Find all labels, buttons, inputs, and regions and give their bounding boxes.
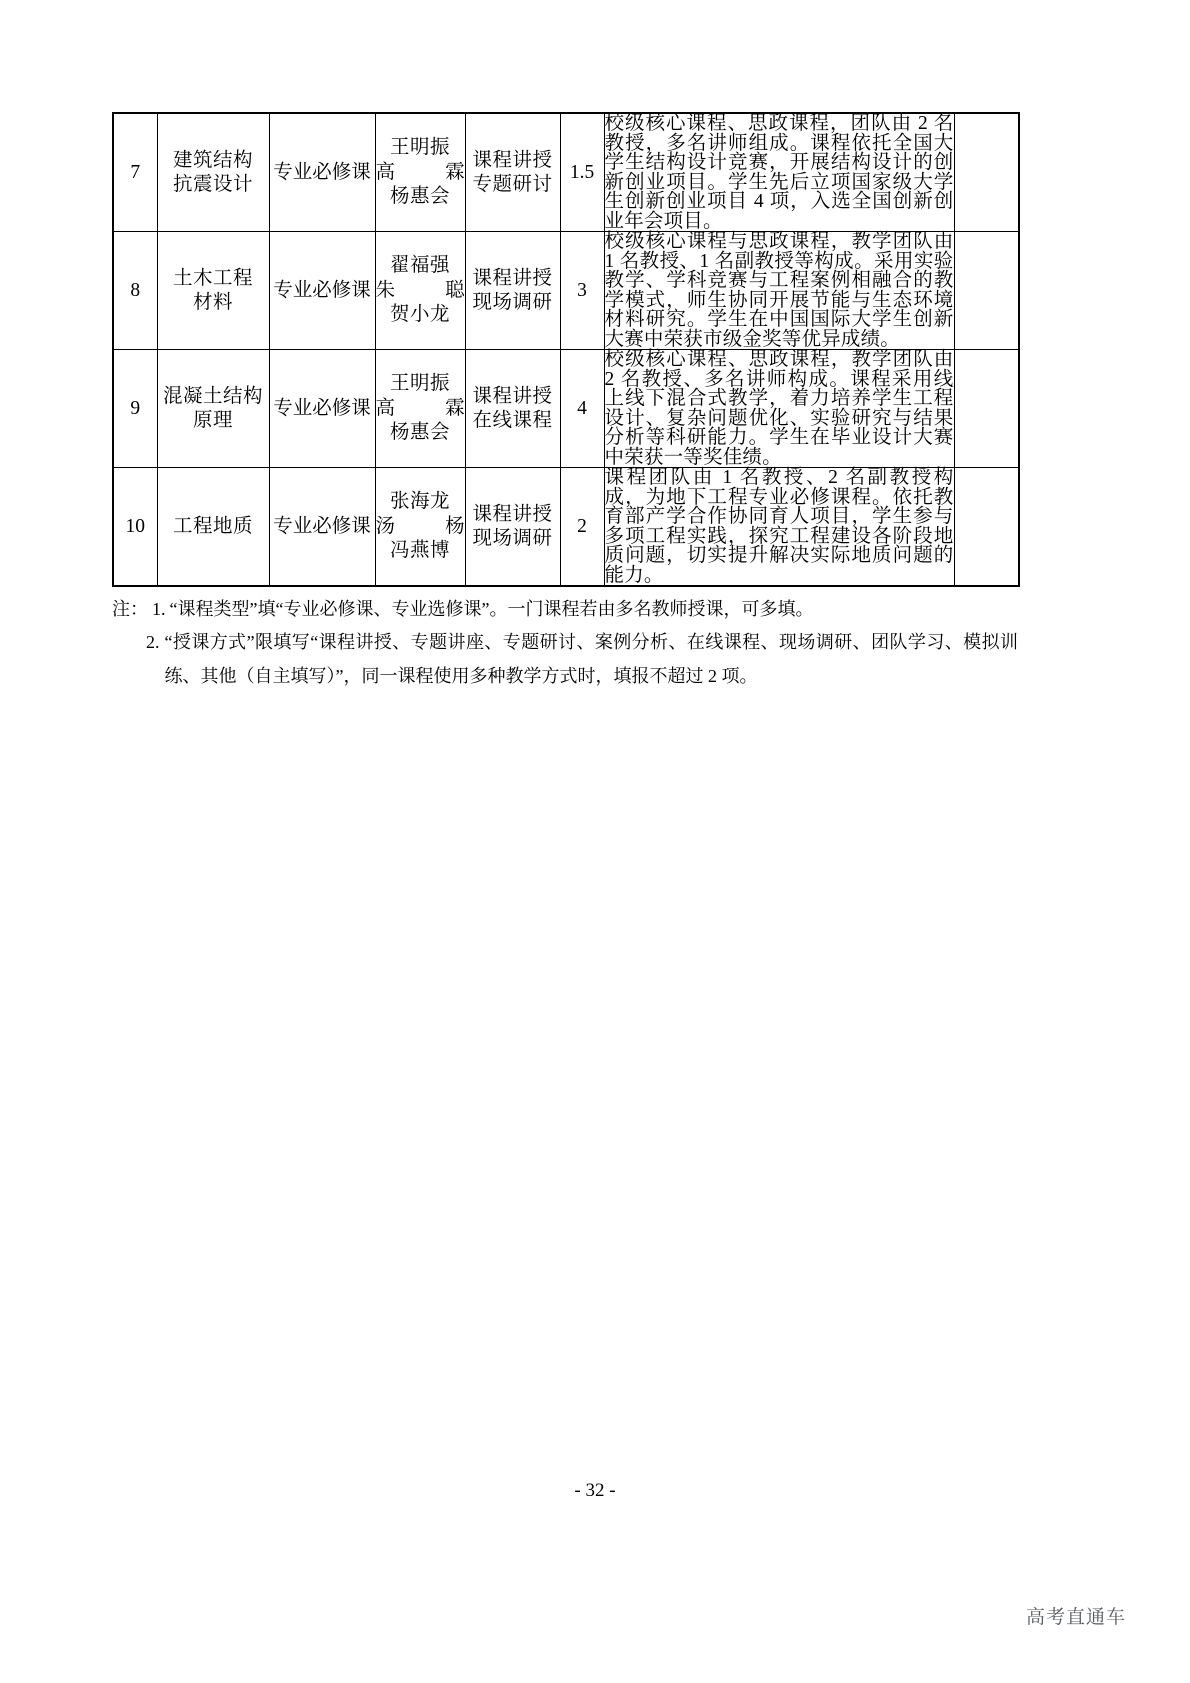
course-table-body — [113, 113, 1019, 586]
teacher-name: 翟福强 — [389, 255, 450, 277]
page-number: - 32 - — [574, 1480, 616, 1501]
note-text: “课程类型”填“专业必修课、专业选修课”。一门课程若由多名教师授课，可多填。 — [169, 599, 814, 619]
teacher-name: 张海龙 — [389, 491, 450, 513]
table-row — [113, 113, 1019, 232]
teacher-cell — [375, 350, 465, 468]
teacher-name: 杨惠会 — [389, 422, 450, 444]
table-row — [113, 350, 1019, 468]
course-name-line: 原理 — [192, 410, 233, 431]
course-name-cell — [157, 468, 269, 587]
course-type-cell: 专业必修课 — [269, 350, 375, 468]
watermark: 高考直通车 — [1025, 1607, 1126, 1628]
course-table — [112, 112, 1020, 587]
table-row — [113, 232, 1019, 350]
course-name-cell — [157, 350, 269, 468]
notes-label: 注： — [112, 599, 148, 619]
course-name-line: 混凝土结构 — [162, 385, 263, 407]
teacher-name: 冯燕博 — [389, 540, 450, 562]
teaching-method-cell — [465, 232, 560, 350]
note-marker: 1. — [152, 599, 166, 619]
teaching-method: 现场调研 — [472, 292, 553, 313]
teacher-cell — [375, 113, 465, 232]
table-row — [113, 468, 1019, 587]
credit-cell: 2 — [560, 468, 604, 587]
course-name-line: 建筑结构 — [172, 149, 253, 171]
teaching-method: 课程讲授 — [472, 503, 553, 525]
course-name-cell — [157, 113, 269, 232]
note-marker: 2. — [146, 632, 160, 653]
credit-cell: 1.5 — [560, 113, 604, 232]
teacher-cell — [375, 232, 465, 350]
note-text: “授课方式”限填写“课程讲授、专题讲座、专题研讨、案例分析、在线课程、现场调研、团队学习、模拟训练、其他（自主填写）”，同一课程使用多种教学方式时，填报不超过 2 项。 — [164, 632, 1018, 686]
teaching-method-cell — [465, 113, 560, 232]
note-item — [112, 593, 1018, 626]
course-type-cell: 专业必修课 — [269, 113, 375, 232]
extra-cell — [954, 113, 1019, 232]
teacher-name: 王明振 — [389, 137, 450, 159]
teacher-name: 王明振 — [389, 373, 450, 395]
credit-cell: 3 — [560, 232, 604, 350]
teaching-method: 课程讲授 — [472, 149, 553, 171]
row-number: 8 — [113, 232, 157, 350]
teaching-method: 在线课程 — [472, 410, 553, 431]
course-name-line: 工程地质 — [172, 515, 253, 537]
row-number: 9 — [113, 350, 157, 468]
course-type-cell: 专业必修课 — [269, 468, 375, 587]
teaching-method-cell — [465, 350, 560, 468]
note-item — [112, 626, 1018, 693]
extra-cell — [954, 350, 1019, 468]
teacher-name: 贺小龙 — [389, 304, 450, 326]
teaching-method: 专题研讨 — [472, 174, 553, 195]
notes-section — [112, 593, 1018, 693]
credit-cell: 4 — [560, 350, 604, 468]
row-number: 7 — [113, 113, 157, 232]
description-cell: 校级核心课程、思政课程，教学团队由 2 名教授、多名讲师构成。课程采用线上线下混合式教学，着力培养学生工程设计、复杂问题优化、实验研究与结果分析等科研能力。学生在毕业设计大赛中荣获一等奖佳绩。 — [604, 349, 954, 468]
description-cell: 校级核心课程、思政课程，团队由 2 名教授，多名讲师组成。课程依托全国大学生结构设计竞赛，开展结构设计的创新创业项目。学生先后立项国家级大学生创新创业项目 4 项，入选全国创新创业年会项目。 — [604, 113, 954, 232]
row-number: 10 — [113, 468, 157, 587]
teaching-method: 课程讲授 — [472, 385, 553, 407]
teacher-name: 高 霖 — [375, 161, 466, 183]
course-name-line: 土木工程 — [172, 267, 253, 289]
teacher-name: 朱 聪 — [375, 279, 466, 301]
description-cell: 校级核心课程与思政课程，教学团队由 1 名教授、1 名副教授等构成。采用实验教学、学科竞赛与工程案例相融合的教学模式，师生协同开展节能与生态环境材料研究。学生在中国国际大学生创新大赛中荣获市级金奖等优异成绩。 — [604, 231, 954, 350]
teacher-name: 杨惠会 — [389, 186, 450, 208]
teaching-method: 现场调研 — [472, 528, 553, 549]
course-name-line: 抗震设计 — [172, 174, 253, 195]
course-name-line: 材料 — [192, 292, 233, 313]
course-name-cell — [157, 232, 269, 350]
teacher-name: 汤 杨 — [375, 515, 466, 537]
teaching-method: 课程讲授 — [472, 267, 553, 289]
teacher-name: 高 霖 — [375, 397, 466, 419]
table-container — [112, 112, 1018, 687]
extra-cell — [954, 232, 1019, 350]
teaching-method-cell — [465, 468, 560, 587]
course-type-cell: 专业必修课 — [269, 232, 375, 350]
extra-cell — [954, 468, 1019, 587]
description-cell: 课程团队由 1 名教授、2 名副教授构成，为地下工程专业必修课程。依托教育部产学合作协同育人项目，学生参与多项工程实践，探究工程建设各阶段地质问题，切实提升解决实际地质问题的能力。 — [604, 467, 954, 586]
teacher-cell — [375, 468, 465, 587]
